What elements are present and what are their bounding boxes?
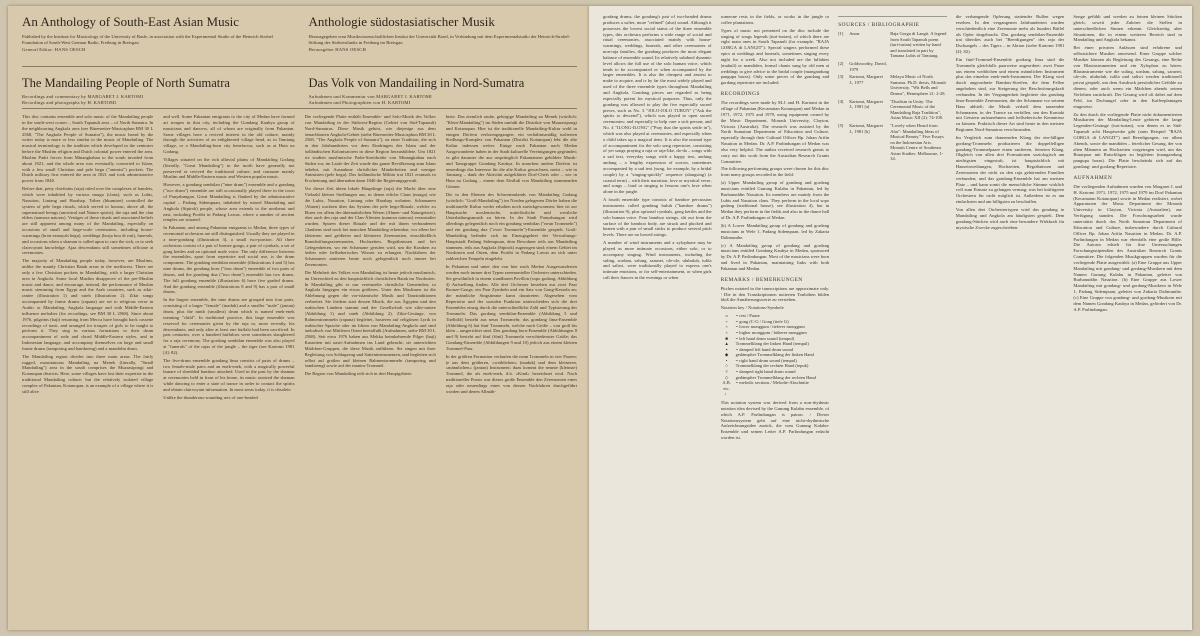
source-number: [5]: [838, 122, 844, 128]
paragraph: (c) A Mandailing group of gondang and gordang musicians entitled Gondang Kaubya in Medan, sponsored by Dr. A.P. Parlindungan. Most of the musicians were born and lived in Pakantan, maintaining links with both Pakantan and Medan.: [720, 242, 830, 271]
notation-key: [721, 313, 830, 397]
column-de-4: [1073, 14, 1182, 620]
paragraph: Types of music not presented on the disc include the singing of songs legends (turi-turian), of which there are eight main ones in South Tapanuli (for example, "RAJA GORGA di LANGIT"). Special singers performed these epics at weddings and funerals, sometimes singing every night for a week. Also not included are the lullabies (mahuli) or mandiden, formal chants sung by old men at weddings to give advice to the bridal couple (mangandung pangupa horas). Only some pieces of the gondang and gordang repertoire are included.: [720, 27, 830, 86]
paragraph: In der größten Formation verlaufen die neun Trommeln in vier Paaren; je aus dem größeren, »weiblichen« (inaduk) und dem kleineren, »männlichen« (jantan) Instrument; dazu kommt die neunte (kleinste) Trommel, die als enek-enek, d.h. »Kind« bezeichnet wird. Nach traditioneller Praxis war dieses große Ensemble den Zeremonien eines raja oder neuerdings eines von dessen Nachfahren durchgeführt worden und denen Allmäh-: [445, 353, 577, 394]
paragraph: Die Region von Mandailing teilt sich in drei Hauptgebiete.: [304, 371, 413, 377]
credit-commentary-en: Recordings and commentary by MARGARET J. KARTOMI: [22, 94, 144, 99]
notation-symbol: ◇: [724, 374, 729, 380]
notation-footer: This notation system was derived from a non-rhythmic notation idea devised by the Gunung Kulabu ensemble, of which A.P. Parlindungan is patron. / Dieses Notationssystem geht auf eine nicht-rhythmische Aufzeichnungsidee zurück, die vom Gunung Kulabu-Ensemble und seinen Leiter A.P. Parlindungan erdacht worden ist.: [720, 400, 830, 441]
notation-meaning: = damped left hand drum sound: [735, 346, 793, 352]
aufnahmen-heading: AUFNAHMEN: [1073, 174, 1113, 181]
paragraph: The following performing groups were chosen for this disc from many groups recorded in the field:: [720, 166, 830, 178]
paragraph: A number of wind instruments and a xylophone may be played as more intimate occasions, either solo, or to accompany singing. Wind instruments, including the suling, sordam, salung, sarunei, ole-ole, ulubuluh, tulila and saliwi, were traditionally played to express one's intimate emotions, or for self-entertainment, or when girls call their fiances in the evenings or when: [603, 240, 712, 281]
column-de-2: [446, 114, 577, 620]
notation-symbol: ×: [725, 324, 728, 330]
paragraph: someone rests in the fields, or works in the jungle or coffee plantations.: [720, 14, 830, 25]
remarks-text: Pitches notated in the transcriptions are approximate only. / Die in den Transkriptionen notierten Tonhöhen bilden bloß die Annäherungswerte zu verstehen.: [720, 285, 830, 303]
source-author: Goldsworthy, David, 1979: [849, 60, 887, 72]
title-divider: [22, 108, 577, 109]
paragraph: Before that, petty chieftains (raja) ruled over the complexes of hamlets, which were inhabited by various marga (clans), such as Lubis, Nasution, Lintang and Harahap. Tribes (bhumiset) controlled the system of pele begu rituals, which served to honour, above all, the supernatural beings (ancestral and Nature spirits), the raja and the clan elders (namora natoras). Vestiges of these rituals and associated beliefs are still apparent among many of the Mandailing, especially on occasions of small and large-scale ceremonies, including house-warmings (brou-ramayah begu), weddings (horja bou di ruti), funerals, and occasions when a shaman is called upon to cure the sick, or to seek clairvoyant knowledge. Ajaa descendants still sometimes officiate at ceremonies.: [22, 186, 154, 256]
paragraph: Die vorliegende Platte enthält Ensemble- und Solo-Musik des Volkes von Mandailing in der Südwest-Region (Gebiet von Süd-Tapanuli) Nord-Sumatras. Diese Musik gehört, wie diejenige aus dem benachbarten Angkola-Gebiet (siehe Bärenreiter-Musicaphon BM 30 L 2568, "The Angkola People of Sumatra"), zu einer Tradition, die sich in den Jahrhunderten vor dem Eindringen des Islam und der holländischen Kolonisatoren in diese Region herausbildete. Um 1821 sie studien muslimische Padri-Streitkräfte von Minangkabau nach Süden vor, im Laufe der Zeit wurde das ganze Bevölkerung zum Islam bekehrt, mit Ausnahme christlicher Minderheiten und weniger Animisten (pele begu). Das holländische Militär trat 1821 erstmals in Erscheinung und übernahm dann 1840 die Regierungsgewalt.: [304, 114, 436, 184]
editor-de: Herausgeber HANS OESCH: [308, 47, 366, 52]
paragraph: The majority of Mandailing people today, however, are Muslims, unlike the mainly Christian Batak areas in the northwest. There are only a few Christian pockets in Mandailing, with a larger Christian area in Angkola. Some local Muslim disapprove of the pre-Muslim music and dance, and encourage, instead, the performance of Muslim music stemming from Egypt and the Arab countries, such as zikir-rantee (illustration 1) and rateb (illustration 2). Zikir songs accompanied by frame drums (rapana) are set to religious verse in Arabic or Mandailing. Angkola language and with Middle-Eastern influence melodies (for recordings, see BM 30 L 2568). Since about 1976, pilgrims (haji) returning from Mecca have brought back cassette recordings of nasit, and arranged for troupes of girls to be taught to perform it. They sing in various formations to their drum accompaniment of rode and chord Middle-Eastern styles, and in Indonesian language, and accompany themselves on large and small frame drums (tamporing and bamboeng) and a mandolin drum.: [22, 258, 154, 351]
notation-symbol: ▲: [724, 341, 729, 347]
source-title: [890, 61, 947, 72]
paragraph: Im Vergleich zum donnernden Klang der ein-fälligen gordang-Trommeln produzieren die doppelfelligen gondang-Trommelpaare einen sanfteren, feineren Klang. Obgleich von allen drei Formationen soziologisch am niedrigsten eingestuft, ist hauptsächlich mit Hauseinweihungen, Hochzeiten, Begräbnissen und Zeremonien der nicht zu den raja gehörenden Familien verbunden; und das gondang-Ensemble hat am meisten Platz – und kann somit die menschliche Stimme wirklich voll zum Einsatz zu gelangen vermag; was bei kräftigeren Orchestern für nicht möglich ist. Außerdem ist es am einfachsten und am billigsten zu beschaffen.: [955, 134, 1065, 205]
notation-meaning: = left hand drum sound (tempul): [735, 335, 795, 341]
notation-symbol: o: [725, 313, 728, 319]
notation-symbol: ×: [725, 329, 728, 335]
notation-meaning: = melodic sections / Melodie-Abschnitte: [735, 380, 809, 386]
source-entry: [838, 123, 947, 162]
source-entry: [838, 31, 947, 59]
column-en-1: [22, 114, 153, 620]
header-english: [22, 14, 291, 53]
source-entry: [838, 74, 947, 96]
album-english: [22, 76, 291, 106]
notation-meaning: = damped right hand drum sound: [735, 369, 796, 375]
paragraph: die verhangende Opferung stattender Bullen wegen ersehen. In den vergangenen Jahrhunderten wurden verschiedentlich eine Zeremonie mehr als hundert Büffel als Opfer dargebracht. Das gordang sembilan-Ensemble trat überdies auch bei "Beerdigungen" des raja des Dschungels – des Tigers – in Aktion (siehe Kartomi 1981 [4]: 82).: [955, 14, 1065, 55]
column-de-3: [956, 14, 1065, 620]
paragraph: The five-drum ensemble gondang lima consists of pairs of drums – two female-male pairs and an enek-enek, with a magically powerful bunare of shredded bamboo attached. Used in the past by the shaman at ceremonies held in front of his home, its music assisted the shaman while dancing to enter a state of trance in order to contact the spirits and obtain clairvoyant information. In most areas today, it is obsolete.: [163, 357, 295, 392]
album-title-en: The Mandailing People of North Sumatra: [22, 76, 230, 90]
column-en-4: [721, 14, 830, 620]
source-title: Melayu Music of North Sumatra. Ph.D. thesis, Monash University. "Wit Bells and Drums", Hemisphere 21: 2-28.: [890, 74, 946, 96]
left-page: [8, 6, 589, 630]
paragraph: In Pakantan und unter den von hier nach Medan Ausgewanderten werden noch immer drei Typen zeremonieller Orchester unterschieden. Sie gewöhnlich in einem wandbaren Pavillon (sopo godang; Abbildung 4) Aufstellung finden. Alle drei Orchester bestehen aus zwei Paar Bronze-Gongs, ein Paar Zymbeln und ein Satz von Gong-Kesseln an; die männliche Singstimme kann dazutreten. Abgesehen vom Repertoire und der sozialen Funktion unterscheiden sich die drei Ensembles einzig durch die unterschiedliche Zahl und Typisierung der Trommeln. Das gordang sembilan-Ensemble (Abbildung 5 und Titelbild) besteht aus neun Trommeln; das gondang lima-Ensemble (Abbildung 6) hat fünf Trommeln, welche nach Größe – von groß bis klein – ausgerichtet sind. Das gondang boru-Ensemble (Abbildungen 8 und 9) besteht auf fünf (fünf) Trommeln verschiedenster Größe; das Gondang-Ensemble (Abbildungen 9 und 10) jedoch aus einem kleinen Trommel-Paar.: [445, 264, 577, 351]
column-en-4-text: [721, 14, 830, 86]
paragraph: The recordings were made by M.J. and H. Kartomi in the village of Pakantan (Kecamatan Kotanopan) and Medan in 1971, 1972, 1975 and 1979, using equipment owned by the Music Department, Monash University, Clayton, Victoria (Australia). The research was assisted by the North Sumatran Department of Education and Culture, especially through their Cultural Officer Bp. Johan Arifin Nasution in Medan. Dr. A.P. Parlindungan of Medan was also very helpful. The author received research grants to carry out this work from the Australian Research Grants Committee.: [720, 100, 830, 164]
header-divider: [22, 66, 577, 67]
publisher-en: Published by the Institute for Musicology of the University of Basle, in association with the Experimental Studio of the Heinrich Strobel Foundation of South-West German Radio, Freiburg in Breisgau: [22, 34, 273, 45]
publisher-de: Herausgegeben vom Musikwissenschaftlichen Institut der Universität Basel, in Verbindung mit dem Experimentalstudio der Heinrich-Strobel-Stiftung des Südwestfunks in Freiburg im Breisgau: [308, 34, 571, 45]
remarks-heading: REMARKS / BEMERKUNGEN: [720, 276, 803, 283]
recordings-text: [721, 100, 830, 272]
notation-symbol: ▿: [725, 369, 728, 375]
column-en-2: [163, 114, 294, 620]
column-en-3: [603, 14, 712, 620]
source-author: Kartomi, Margaret J., 1981 [a]: [849, 98, 883, 110]
notation-meaning: Trommelklang der rechten Hand (tepuk): [735, 363, 809, 369]
paragraph: This disc contains ensemble and solo music of the Mandailing people in the south-west corner – South Tapanuli area – of North Sumatra. In the neighbouring Angkola area (see Bärenreiter-Musicaphon BM 30 L 2568, "The Angkola People of Sumatra"), the music heard by the writer today is more or less similar to the music of Mandailing. The musical terminology is the tradition which developed in the centuries before the Muslim religion and Dutch colonial power entered the area. Muslim Padri forces from Minangkabau to the south invaded from about 1821, and the whole area was eventually converted to Islam, with a few small Christian and pele begu ("animist") pockets. The Dutch military first entered the area in 1821 and took administrative power from 1840.: [22, 114, 154, 184]
source-number: [2]: [838, 60, 844, 66]
notation-heading: Notation key / Notations-Symbole: [720, 305, 784, 311]
notation-symbol: A.B. etc.: [722, 380, 731, 391]
source-title: Raja Gorga di Langit. A legend from South Tapanuli poem (turi-turian) written by hand and translated in part by Tamana Lubis of Tamiang.: [890, 31, 947, 59]
source-entry: [838, 99, 947, 121]
paragraph: and well. Some Pakantan emigrants to the city of Medan have formed art troupes in that city, including the Gondang Kaubya group of musicians and dancers, all of whom are originally from Pakantan. Some villages have a revived interest in the old culture, mainly through the activities of an enlightened village head, as in Tamiang village, or a Mandailing-born city benefactor, such as at Huta na Godang.: [163, 114, 295, 155]
paragraph: Ein fünf-Trommel-Ensemble gordang lima sind die Trommeln gleichfalls paarweise angeordnet: zwei Paare aus einem weiblichen und einem männlichen Instrument plus das einzelne enek-enek-Instrument. Der Klang wird durch angeordnete Bambus-Streifen, die dem Fellen angehoben sind, zur Steigerung der Beschwörungskraft verbunden. In der Vergangenheit begleitete das gondang lima-Ensemble Zeremonien, die der Schamane vor seinem Haus abhielt; die Musik verhalf dem tanzenden Schamanen, in der Trance zu verfallen, um den Kontakt mit Geistern aufzunehmen und hellseherische Kenntnisse zu können. Praktisch dieser Art sind heute in den meisten Regionen Nord-Sumatras verschwunden.: [955, 56, 1065, 133]
source-title: "Dualism in Unity: The Ceremonial Music of the Mandailing Raja Tradition", Asian Music XII (2): 74-108.: [890, 98, 944, 121]
notation-row: [721, 380, 830, 391]
column-de-1: [305, 114, 436, 620]
paragraph: Songe gefühlt und werden zu feinen kleinen Stücken gleich, soweit jeder Zuhörer die Stellen in unterschiedlichen Sinnen erkennt. Gleichzeitig aber Situationen, die in einem weiteren Bereich sind in Mandailing und Angkola bekannt.: [1073, 14, 1182, 43]
source-author: Kartomi, Margaret J., 1981 [b]: [849, 122, 883, 134]
notation-meaning: gedämpfter Trommelklang der linken Hand: [735, 352, 814, 358]
record-sleeve-spread: [8, 6, 1192, 630]
sources-divider: [838, 16, 947, 17]
notation-symbol: ▪: [725, 346, 728, 352]
paragraph: In the largest ensemble, the nine drums are grouped into four pairs, consisting of a larger "female" (inaduk) and a smaller "male" (jantan) drum, plus the ninth (smallest) drum which is named enek-enek meaning "child". In traditional practice, this large ensemble was reserved for ceremonies given by the raja or, more recently, his descendants, and only after at least one buffalo had been sacrificed. In past centuries, over a hundred buffaloes were sometimes slaughtered for a raja ceremony. The gordang sembilan ensemble was also played at "funerals" of the rajas of the jungle – the tiger (see Kartomi 1981 [4]: 82).: [163, 297, 295, 355]
source-number: [3]: [838, 74, 844, 80]
paragraph: Von allen drei Orchestrertypen wird das gondang in Mandailing und Angkola am häufigsten gespielt. Dem gondang-Stücken wird auch eine besondere Wirkkraft für mystische Zwecke zugeschrieben.: [955, 207, 1065, 230]
notation-meaning: = right hand drum sound (tempul): [735, 357, 797, 363]
paragraph: biete. Das ziemlich rauhe, gebirgige Mandailing na Menek (wörtlich: "Klein-Mandailing") im Süden umfaßt die Distrikte von Muarasipongi und Kotanopan. Hier ist die traditionelle Mandailing-Kultur wohl in einigen Dörfern verlorengegangen; ein verhältnismäßig isolierten Siedlungs-Komplex von Pakantan (Distrikt Kotanopan) lebt die alte Kultur indessen weiter. Einige nach Pakantan nach Medan Ausgewanderte haben in der Stadt kulturelle Vereinigungen gegründet; es gibt darunter die aus ursprünglich Pakantanern gebildete Musik- und Tanzgruppe Gondang Kaubya. In manchen andern Dörfern ist neuerdings das Interesse für die alte Kultur gewachsen, meist – wie in Tamiang – dank der Aktivität aufgeklärter Dorf-Chefs oder – wie in Huta na Godang – einem dem Einfluß von Mandailing stammenden Gönner.: [445, 114, 577, 190]
source-entry: [838, 61, 947, 72]
notation-symbol: ♩: [724, 391, 729, 397]
left-body-columns: [22, 114, 577, 620]
sources-heading: SOURCES / BIBLIOGRAPHIE: [838, 22, 920, 28]
paragraph: Unlike the thunderous-sounding sets of one-headed: [163, 394, 258, 400]
right-body-columns: [603, 14, 1182, 620]
notation-meaning: = rest / Pause: [735, 313, 760, 319]
paragraph: (a) Upper Mandailing group of gondang and gordang musicians entitled Gunung Kulabu in Pakantan, led by Burhanuddin Nasution. Its members are mainly from the Lubis and Nasution clans. They perform in the local sopo godang (traditional house), see illustration 4), but in Medan they perform in the fields and also in the dance hall of Dr. A.P. Parlindungan of Medan.: [720, 180, 830, 221]
paragraph: The Mandailing region divides into three main areas. The fairly rugged, mountainous Mandailing na Menek (literally, "Small Mandailing") area in the south comprises the Muarasipongi and Kotanopan districts. Here, some villages have lost their expertise in the traditional Mandailing culture; but the relatively isolated village complex of Pakantan, Kotanopan, is an example of a village where it is still alive: [22, 353, 154, 394]
notation-meaning: = higher monggum / höherer monggum: [735, 329, 807, 335]
paragraph: Vor dieser Zeit übten lokale Häuptlinge (raja) die Macht über eine Vielzahl kleiner Siedlungen aus, in denen etliche Clans (marga) wie die Lubis, Nasution, Lintang oder Harahap wohnten. Schamanen (Ahnen) wachten über das System der pele begu-Rituale, welche zu Ehren vor allem der übernatürlichen Wesen (Ahnen- und Naturgeister), aber auch des raja und der Clan-Ältesten (namora natoras) veranstaltet wurden. Spuren dieser Rituale und der mit ihnen verbundenen Glaubens sind noch bei manchen Mandailing erkennbar, vor allem bei kleineren und größeren und kleineren Zeremonien, einschließlich Brandstiftungszeremonien, Hochzeiten, Begräbnissen und bei Gelegenheiten, wo ein Schamane gerufen wird, um die Kranken zu heilen oder hellseherisches Wissen zu erlangen. Nachfahren der Schamanen amtieren heute noch gelegentlich noch immer bei Zeremonien.: [304, 186, 436, 268]
series-title-en: An Anthology of South-East Asian Music: [22, 14, 240, 29]
sources-list: [838, 31, 947, 162]
paragraph: gordang drums, the gondang's pair of two-headed drums produces a softer, more "refined" (alus) sound. Although it possesses the lowest social status of the three ensemble types, this orchestra performs a wide range of social and ritual ceremonies, associated mainly with house-warmings, weddings, funerals, and other ceremonies of non-raja families, the gondang produces the most elegant balance of ensemble sound. Its relatively subdued dynamic level allows the full use of the solo human voice, which tends to be accompanied or when accompanied by the larger ensembles. It is also the cheapest and easiest to make to acquire, and is by far the most widely played and used of the three ensemble types throughout Mandailing and Angkola. Gondang pieces are regarded as being especially potent for mystical purposes. Thus, only the gondang was allowed to play the five especially sacred pieces, such as No. 3 "JOLO-JOLO TURUN" ("Ask the spirits to descend"), which was played to open sacred ceremonies; and especially to help cure a sick person; and No. 4 "ILONG-ILONG" ("Pray that the spirits settle in"), which was also played at ceremonies, and especially when a child takes up a magical item. It is also the normal type of accompaniment for the solo song repertoire, consisting of yet songs praying a raja or raja-like, do-da – songs with a sad text, everyday songs with a happy text, andung andung – a lengthy expression of sorrow, sometimes accompanied by a sad text (sung, for example, by a bridal couple) by a "singing-quickly" sequence (alangsing) (a coastal term) – with their narration, love or mystical verse, and songs – loud or singing to lessons one's love when alone in the jungle.: [603, 14, 712, 195]
credit-commentary-de: Aufnahmen und Kommentar von MARGARET J. KARTOMI: [308, 94, 432, 99]
header-german: [309, 14, 578, 53]
album-title-de: Das Volk von Mandailing in Nord-Sumatra: [308, 76, 525, 90]
paragraph: A fourth ensemble type consists of bamboe percussion instruments called gondang buluh ("bamboe drums") (illustration 9), plus optional cymbals, gong kettles and the solo human voice. Four bamboo strings, slit out from the surface of the bamboo body, are struck and plucked and beaten with a pair of small sticks to produce several pitch levels. There are no bowed strings.: [603, 197, 712, 238]
paragraph: However, a gondang sembilan ("nine drum") ensemble and a gondang ("two drum") ensemble are still occasionally played there in the town of Panyabungan. Great Mandailing is flanked by the administrative capital – Padang Sidempuan, inhabited by mixed Mandailing and Angkola (Sipirok) people, whose area extends to the northeast and east, including Portibi in Padang Lawas, where a number of ancient temples are situated.: [163, 182, 295, 223]
paragraph: Die in den Ebenen des Schwemmlands von Mandailing Godang (wörtlich: "Groß-Mandailing") im Norden gelegenen Dörfer haben die traditionelle Kultur weder erhalten noch zurückgewonnen; hier ist zur Hauptsache moslemische, mittelöstliche und westliche Unterhaltungsmusik zu hören. In der Stadt Panyabungan wird allerdings gelegentlich noch ein gondang sembilan ("neun Trommeln") und ein gondang dua ("zwei Trommeln")-Ensemble gespielt. Groß-Mandailing befindet sich im Einzugsgebiet der Verwaltungs-Hauptstadt Padang Sidempuan, dem Bewohner teils aus Mandailing stammen, teils aus Angkola (Sipirok) zugezogen sind; einem Gebiet im Nordosten und Osten, dem Portibi in Padang Lawas an sich unter zahlreichen Tempeln eingelebt.: [445, 191, 577, 262]
notation-symbol: ■: [725, 335, 728, 341]
notation-symbol: •: [725, 357, 728, 363]
album-title-row: [22, 76, 577, 106]
notation-row: [721, 391, 830, 397]
notation-meaning: = lower monggum / tieferer monggum: [735, 324, 805, 330]
paragraph: Zu den durch die vorliegende Platte nicht dokumentierten Musikarten der Mandailing-Leute gehören die lange Legenden-Gesänge (turi-turian), von denen es in Süd-Tapanuli acht Hauptwerke gibt (zum Beispiel "RAJA GORGA di LANGIT") und Beerdigungen, vor allem Abends, sowie die mandiden – feierlicher Gesang, der von alten Männern an Hochzeiten vorgetragen wird, um das Brautpaar mit Ratschlägen zu begleiten (mangandung pangupa horas). Die Platte beschränkt sich auf das gondang- und gordang-Repertoire.: [1073, 111, 1182, 170]
column-sources: [838, 14, 947, 620]
right-page: [589, 6, 1192, 630]
source-number: [1]: [838, 31, 844, 36]
notation-meaning: Trommelklang der linken Hand (tempul): [735, 341, 809, 347]
notation-meaning: gedämpfter Trommelklang der rechten Hand: [735, 374, 816, 380]
source-author: Anon.: [849, 31, 861, 36]
credit-photos-en: Recordings and photographs by H. KARTOMI: [22, 100, 117, 105]
recordings-heading: RECORDINGS: [720, 91, 761, 98]
source-number: [4]: [838, 98, 844, 104]
aufnahmen-text: Die vorliegenden Aufnahmen wurden von Margaret J. und H. Kartomi 1971, 1972, 1975 und 1979 im Dorf Pakantan (Kecamatan Kotanopan) sowie in Medan realisiert, wobei Apparaturen der Music Department der Monash University in Clayton, Victoria (Australien), zur Verfügung standen. Die Forschungsarbeit wurde unterstützt durch das North Sumatran Department of Education and Culture, insbesondere durch Cultural Officer Bp. Johan Arifin Nasution in Medan. Dr. A.P. Parlindungan in Medan war ebenfalls eine große Hilfe. Die Autorin erhielt für ihre Untersuchungen Forschungsstipendien des Australian Research Grants Committee. Die folgenden Musikgruppen wurden für die vorliegende Platte ausgewählt: (a) Eine Gruppe aus Upper Mandailing mit gondang- und gordang-Musikern mit dem Namen Gunung Kulabu in Pakantan, geleitet von Burhanuddin Nasution. (b) Eine Gruppe aus Lower Mandailing mit gondang- und gordang-Musikern in Wele 1, Padang Sidempuan, geleitet von Zakaria Dalimunthe. (c) Eine Gruppe von gondang- und gordang-Musikern mit dem Namen Gondang Kaubya in Medan, gefördert von Dr. A.P. Parlindungan.: [1073, 183, 1182, 312]
paragraph: Bei einer privaten Anlässen sind erfahrene und selbstsichere Musiker anwesend. Einer Gruppe solcher Musiker können als Begleitung des Gesangs, eine Reihe von Blasinstrumenten und ein Xylophon zu hören. Blasinstrumente wie die suling, sordam, salung, sarunei, ole-ole, ulubuluh, tulila und saliwi werden traditionell privat gespielt, um dem Ausdruck persönlicher Gefühle zu dienen, oder auch wenn ein Mädchen abends seinen Verlobten zurückruft. Der Gesang wird oft dabei auf dem Feld, im Dschungel oder in den Kaffeeplantagen eingesetzt.: [1073, 45, 1182, 109]
series-title-de: Anthologie südostasiatischer Musik: [308, 14, 495, 29]
paragraph: Villages situated on the rich alluvial plains of Mandailing Godang (literally, "Great Mandailing") in the north have generally not preserved or revived the traditional culture, and consume mainly Muslim and Middle-Eastern music and Western popular music.: [163, 156, 295, 180]
source-title: "Lovely when Heard from Afar": Mandailing Ideas of Musical Beauty." Five Essays on the Indonesian Arts. Monash Centre of Southeast Asian Studies: Melbourne, 1-34.: [890, 122, 944, 162]
paragraph: (b) A Lower Mandailing group of gondang and gordang musicians in Wele 1, Padang Sidempuan, led by Zakaria Dalimunthe.: [720, 223, 830, 240]
notation-meaning: = gong (C-G / Gong (tiefe G): [735, 318, 789, 324]
source-author: Kartomi, Margaret J., 1977: [849, 74, 883, 85]
notation-symbol: ◆: [724, 352, 729, 358]
column-de-4-text: [1073, 14, 1182, 170]
paragraph: Die Mehrheit des Volkes von Mandailing ist heute jedoch muslimisch, im Unterschied zu den hauptsächlich christlichen Batak im Nordosten. In Mandailing gibt es nur vereinzelte christliche Gemeinden; in Angkola hingegen ein etwas größeres. Unter den Muslimen ist die Ablehnung gegen die vor-islamische Musik und Tanztraditionen verbreitet. Sie fördern statt dessen Musik, die aus Ägypten und den arabischen Ländern stammt und der Gesellschaft wie zikir-rantee (Abbildung 1) und rateb (Abbildung 2). Zikir-Gesänge, von Rahmentrommeln (rapana) begleitet, basieren auf religiösen Lyrik in arabischer Sprache oder im Idiom von Mandailing-Angkola und sind melodisch von Mittleren Osten beeinflußt (Aufnahmen, siehe BM 30 L 2568). Seit etwa 1976 haben aus Mekka heimkehrende Pilger (haji) Kassetten mit nasit-Aufnahmen ins Land gebracht; sie unterrichten Mädchen-Gruppen, die diese Musik aufführen. Sie singen mit ihrer Begleitung von Schlagzeug und Saiteninstrumenten, und begleiten sich selbst auf großen und kleinen Rahmentrommeln (tamporing und bamboeng) sowie auf der mantra-Trommel.: [304, 269, 436, 369]
notation-symbol: ○: [725, 363, 728, 369]
series-header: [22, 14, 577, 53]
notation-symbol: +: [725, 318, 728, 324]
album-german: [309, 76, 578, 106]
credit-photos-de: Aufnahmen und Photographien von H. KARTOMI: [308, 100, 411, 105]
editor-en: General Editor: HANS OESCH: [22, 47, 86, 52]
paragraph: In Pakantan, and among Pakantan emigrants to Medan, three types of ceremonial orchestras are still distinguished. Usually they are played in a nine-gondang (illustration 3), a small two-portion. All three orchestras consist of a pair of bronze gongs, a pair of cymbals, a set of gong kettles and an optional male voice. The only difference between the ensembles, apart from repertoire and social use, is the drum component. The gondang sembilan ensemble (illustrations 4 and 5) has nine drums, the gondang boru ("four drum") ensemble of two pairs of drums, and the gondang dua ("two drum") ensemble has two drums. The full gondang ensemble (illustration 6) have five graded drums. And the gondang ensemble (illustrations 8 and 9) has a pair of small drums.: [163, 225, 295, 295]
